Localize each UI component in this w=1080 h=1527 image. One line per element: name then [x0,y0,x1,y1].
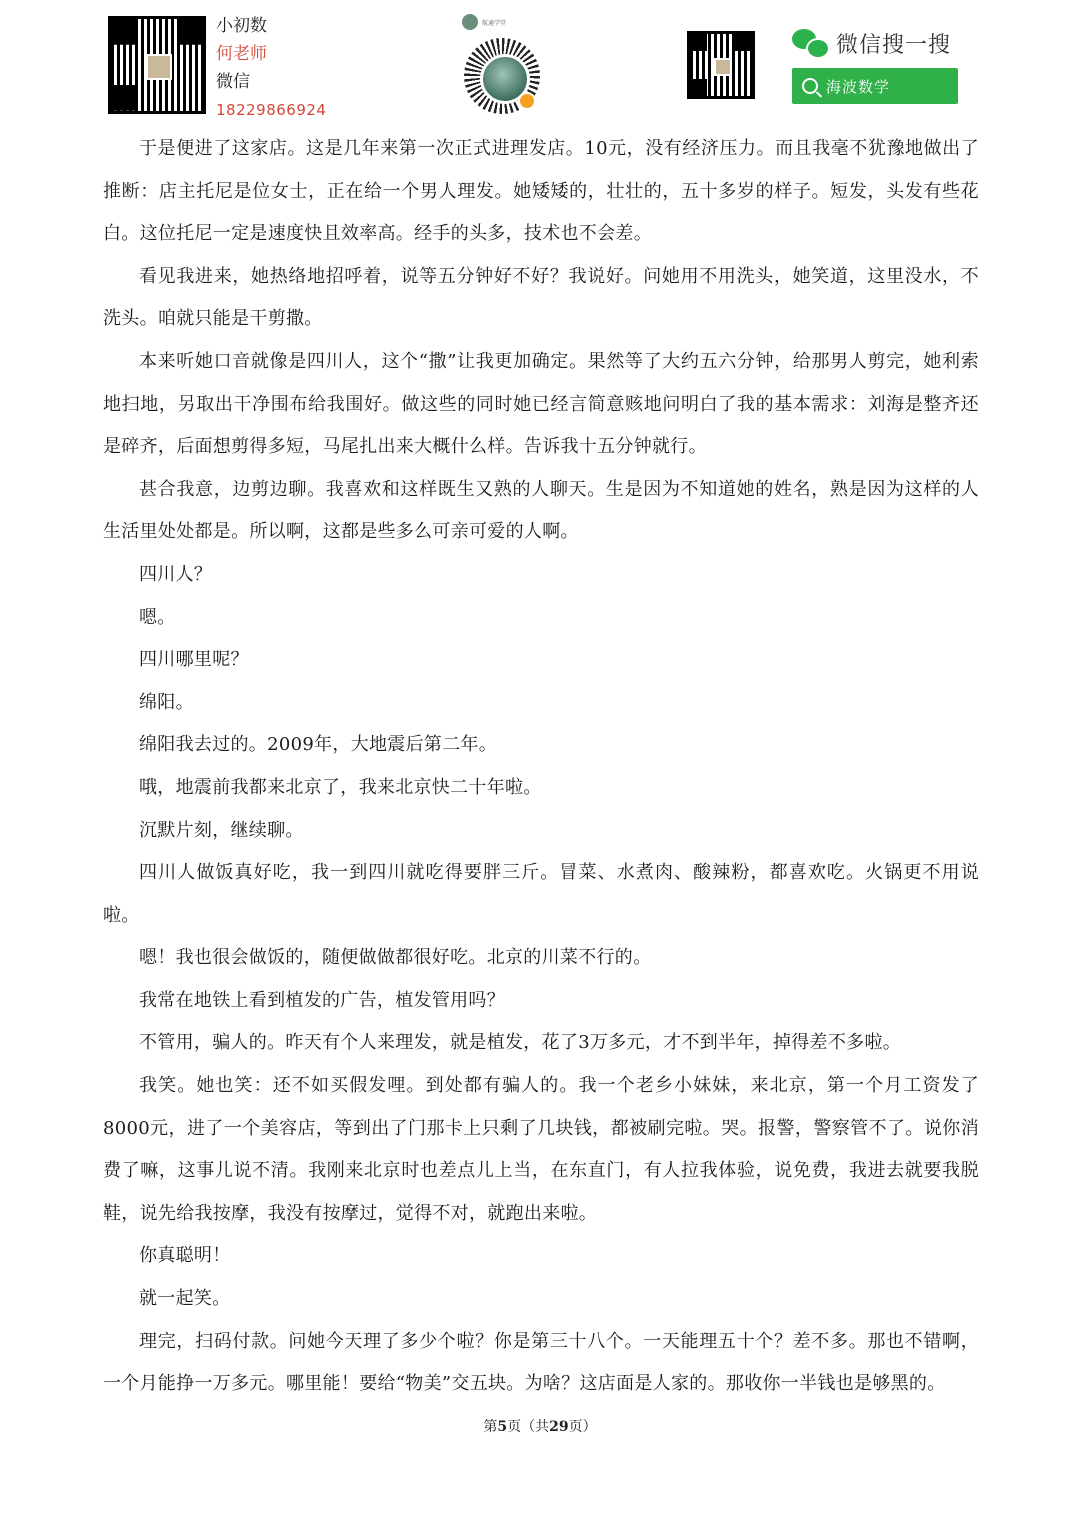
total-pages: 29 [549,1419,569,1435]
wechat-search-banner [792,26,960,104]
paragraph: 你真聪明！ [139,1245,231,1267]
paragraph: 嗯！我也很会做饭的，随便做做都很好吃。北京的川菜不行的。 [139,947,652,969]
paragraph: 绵阳我去过的。2009年，大地震后第二年。 [139,734,498,756]
contact-subject: 小初数 [216,16,267,36]
wechat-search-query: 海波数学 [826,77,891,96]
paragraph: 本来听她口音就像是四川人，这个“撒”让我更加确定。果然等了大约五六分钟，给那男人剪完，她利索地扫地，另取出干净围布给我围好。做这些的同时她已经言简意赅地问明白了我的基本需求：刘海是整齐还是碎齐，后面想剪得多短，马尾扎出来大概什么样。告诉我十五分钟就行。 [103,350,979,458]
paragraph: 我笑。她也笑：还不如买假发哩。到处都有骗人的。我一个老乡小妹妹，来北京，第一个月工资发了8000元，进了一个美容店，等到出了门那卡上只剩了几块钱，都被刷完啦。哭。报警，警察管不了。说你消费了嘛，这事儿说不清。我刚来北京时也差点儿上当，在东直门，有人拉我体验，说免费，我进去就要我脱鞋，说先给我按摩，我没有按摩过，觉得不对，就跑出来啦。 [103,1075,979,1224]
paragraph: 四川人？ [139,563,213,585]
contact-qr-code [108,16,206,114]
paragraph: 沉默片刻，继续聊。 [139,819,304,841]
paragraph: 不管用，骗人的。昨天有个人来理发，就是植发，花了3万多元，才不到半年，掉得差不多啦。 [139,1032,902,1054]
page-number-footer [0,1416,1080,1436]
search-icon [802,78,818,94]
official-account-qr-code [687,31,755,99]
contact-teacher: 何老师 [216,44,267,64]
paragraph: 理完，扫码付款。问她今天理了多少个啦？你是第三十八个。一天能理五十个？差不多。那也不错啊，一个月能挣一万多元。哪里能！要给“物美”交五块。为啥？这店面是人家的。那收你一半钱也是够黑的。 [103,1330,979,1395]
wechat-logo-icon [792,29,828,57]
page-middle: 页（共 [507,1419,550,1435]
current-page: 5 [497,1419,508,1435]
mini-program-badge-icon [518,92,536,110]
paragraph: 就一起笑。 [139,1288,231,1310]
page-suffix: 页） [568,1419,597,1435]
paragraph: 哦，地震前我都来北京了，我来北京快二十年啦。 [139,776,542,798]
contact-phone: 18229866924 [216,101,327,119]
paragraph: 四川人做饭真好吃，我一到四川就吃得要胖三斤。冒菜、水煮肉、酸辣粉，都喜欢吃。火锅更不用说啦。 [103,862,979,926]
paragraph: 我常在地铁上看到植发的广告，植发管用吗？ [139,989,505,1011]
paragraph: 看见我进来，她热络地招呼着，说等五分钟好不好？我说好。问她用不用洗头，她笑道，这里没水，不洗头。咱就只能是干剪撒。 [103,265,979,330]
paragraph: 甚合我意，边剪边聊。我喜欢和这样既生又熟的人聊天。生是因为不知道她的姓名，熟是因为这样的人生活里处处都是。所以啊，这都是些多么可亲可爱的人啊。 [103,478,979,543]
mini-program-name: 航通学堂 [482,19,507,27]
handwritten-contact [216,12,326,124]
paragraph: 四川哪里呢？ [139,649,249,671]
mini-program-code [462,12,548,120]
article-body [103,128,979,1406]
paragraph: 于是便进了这家店。这是几年来第一次正式进理发店。10元，没有经济压力。而且我毫不犹豫地做出了推断：店主托尼是位女士，正在给一个男人理发。她矮矮的，壮壮的，五十多岁的样子。短发，头发有些花白。这位托尼一定是速度快且效率高。经手的头多，技术也不会差。 [103,138,979,245]
paragraph: 绵阳。 [139,691,194,713]
wechat-search-box [792,68,958,104]
paragraph: 嗯。 [139,606,176,628]
contact-wechat-label: 微信 [216,72,250,92]
mini-program-avatar [462,14,478,30]
page-prefix: 第 [483,1419,498,1435]
wechat-search-title: 微信搜一搜 [836,32,952,58]
mini-program-qr-icon [464,38,540,114]
